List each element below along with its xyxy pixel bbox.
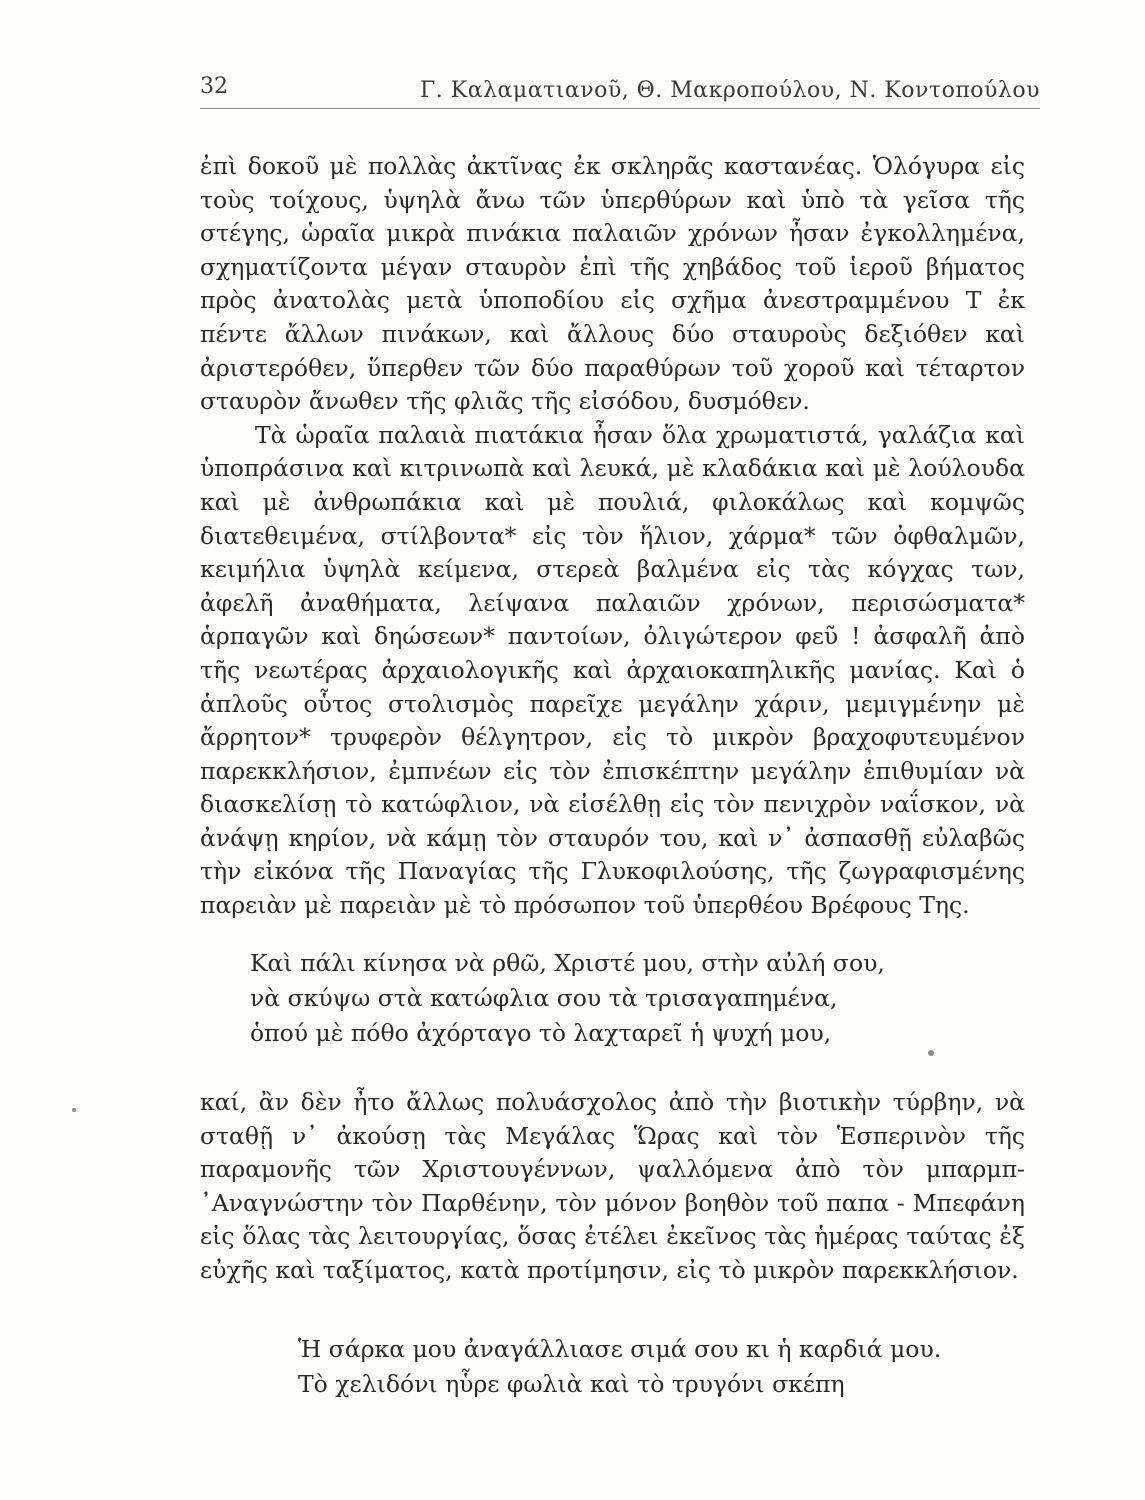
verse-2-line-2: Τὸ χελιδόνι ηὗρε φωλιὰ καὶ τὸ τρυγόνι σκέπη — [298, 1370, 845, 1398]
verse-1-line-2: νὰ σκύψω στὰ κατώφλια σου τὰ τρισαγαπημένα, — [250, 984, 838, 1012]
verse-block-2 — [298, 1332, 1058, 1402]
verse-block-1 — [250, 946, 1010, 1051]
verse-2-line-1: Ἡ σάρκα μου ἀναγάλλιασε σιμά σου κι ἡ καρδιά μου. — [298, 1335, 942, 1363]
paragraph-1: ἐπὶ δοκοῦ μὲ πολλὰς ἀκτῖνας ἐκ σκληρᾶς καστανέας. Ὁλόγυρα εἰς τοὺς τοίχους, ὑψηλὰ ἄνω τῶν ὑπερθύρων καὶ ὑπὸ τὰ γεῖσα τῆς στέγης, ὡραῖα μικρὰ πινάκια παλαιῶν χρόνων ἦσαν ἐγκολλημένα, σχηματίζοντα μέγαν σταυρὸν ἐπὶ τῆς χηβάδος τοῦ ἱεροῦ βήματος πρὸς ἀνατολὰς μετὰ ὑποποδίου εἰς σχῆμα ἀνεστραμμένου Τ ἐκ πέντε ἄλλων πινάκων, καὶ ἄλλους δύο σταυροὺς δεξιόθεν καὶ ἀριστερόθεν, ὕπερθεν τῶν δύο παραθύρων τοῦ χοροῦ καὶ τέταρτον σταυρὸν ἄνωθεν τῆς φλιᾶς τῆς εἰσόδου, δυσμόθεν. — [200, 152, 1025, 416]
page-header — [200, 72, 1040, 109]
prose-block-1 — [200, 150, 1025, 923]
verse-1-line-3: ὁπού μὲ πόθο ἀχόρταγο τὸ λαχταρεῖ ἡ ψυχή μου, — [250, 1019, 832, 1047]
page-number: 32 — [200, 74, 228, 99]
scan-speck — [72, 1108, 76, 1112]
running-head: Γ. Καλαματιανοῦ, Θ. Μακροπούλου, Ν. Κοντοπούλου — [420, 78, 1040, 103]
scan-speck — [928, 1050, 934, 1056]
paragraph-2: Τὰ ὡραῖα παλαιὰ πιατάκια ἦσαν ὅλα χρωματιστά, γαλάζια καὶ ὑποπράσινα καὶ κιτρινωπὰ καὶ λευκά, μὲ κλαδάκια καὶ μὲ λούλουδα καὶ μὲ ἀνθρωπάκια καὶ μὲ πουλιά, φιλοκάλως καὶ κομψῶς διατεθειμένα, στίλβοντα* εἰς τὸν ἥλιον, χάρμα* τῶν ὀφθαλμῶν, κειμήλια ὑψηλὰ κείμενα, στερεὰ βαλμένα εἰς τὰς κόγχας των, ἀφελῆ ἀναθήματα, λείψανα παλαιῶν χρόνων, περισώσματα* ἁρπαγῶν καὶ δηώσεων* παντοίων, ὀλιγώτερον φεῦ ! ἀσφαλῆ ἀπὸ τῆς νεωτέρας ἀρχαιολογικῆς καὶ ἀρχαιοκαπηλικῆς μανίας. Καὶ ὁ ἁπλοῦς οὗτος στολισμὸς παρεῖχε μεγάλην χάριν, μεμιγμένην μὲ ἄρρητον* τρυφερὸν θέλγητρον, εἰς τὸ μικρὸν βραχοφυτευμένον παρεκκλήσιον, ἐμπνέων εἰς τὸν ἐπισκέπτην μεγάλην ἐπιθυμίαν νὰ διασκελίσῃ τὸ κατώφλιον, νὰ εἰσέλθῃ εἰς τὸν πενιχρὸν ναΐσκον, νὰ ἀνάψῃ κηρίον, νὰ κάμῃ τὸν σταυρόν του, καὶ ν᾽ ἀσπασθῇ εὐλαβῶς τὴν εἰκόνα τῆς Παναγίας τῆς Γλυκοφιλούσης, τῆς ζωγραφισμένης παρειὰν μὲ παρειὰν μὲ τὸ πρόσωπον τοῦ ὑπερθέου Βρέφους Της. — [200, 420, 1025, 920]
verse-1-line-1: Καὶ πάλι κίνησα νὰ ρθῶ, Χριστέ μου, στὴν αὐλή σου, — [250, 949, 885, 977]
paragraph-3: καί, ἂν δὲν ἦτο ἄλλως πολυάσχολος ἀπὸ τὴν βιοτικὴν τύρβην, νὰ σταθῇ ν᾽ ἀκούσῃ τὰς Μεγάλας Ὥρας καὶ τὸν Ἑσπερινὸν τῆς παραμονῆς τῶν Χριστουγέννων, ψαλλόμενα ἀπὸ τὸν μπαρμπ- ᾽Αναγνώστην τὸν Παρθένην, τὸν μόνον βοηθὸν τοῦ παπα - Μπεφάνη εἰς ὅλας τὰς λειτουργίας, ὅσας ἐτέλει ἐκεῖνος τὰς ἡμέρας ταύτας ἐξ εὐχῆς καὶ ταξίματος, κατὰ προτίμησιν, εἰς τὸ μικρὸν παρεκκλήσιον. — [200, 1088, 1025, 1284]
prose-block-2 — [200, 1086, 1025, 1288]
